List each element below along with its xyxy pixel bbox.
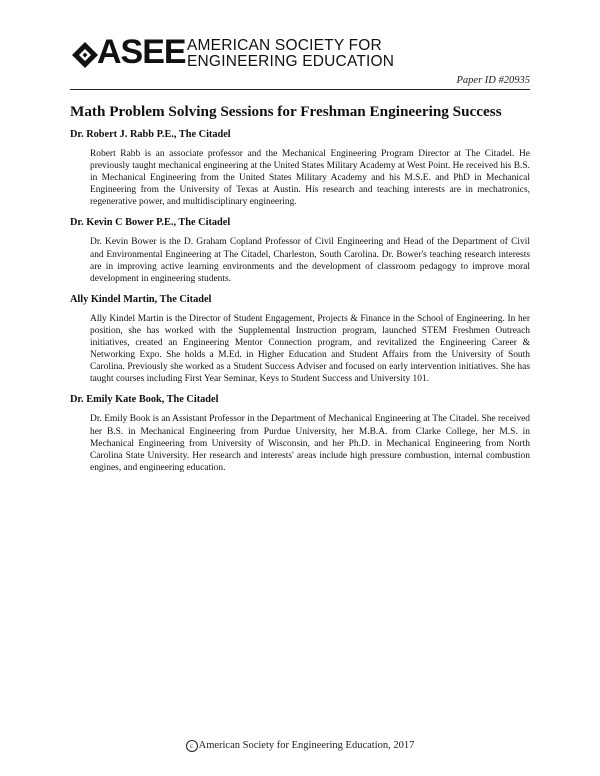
author-name: Dr. Robert J. Rabb P.E., The Citadel [70, 129, 231, 140]
logo-wordmark: ASEE [97, 33, 186, 71]
asee-logo-mark-icon [70, 40, 100, 70]
author-list [70, 129, 530, 483]
author-bio: Dr. Emily Book is an Assistant Professor in the Department of Mechanical Engineering at The Citadel. She received her B.S. in Mechanical Engineering from Purdue University, her M.B.A. from Clarke College, her M.S. in Mechanical Engineering from University of Wisconsin, and her Ph.D. in Mechanical Engineering from North Carolina State University. Her research and interests' areas include high pressure combustion, internal combustion engines, and engineering education. [90, 414, 530, 473]
logo-organization-name [187, 38, 394, 70]
author-entry [70, 217, 530, 284]
author-entry [70, 294, 530, 386]
author-bio: Dr. Kevin Bower is the D. Graham Copland Professor of Civil Engineering and Head of the Department of Civil and Environmental Engineering at The Citadel, Charleston, South Carolina. Dr. Bower's teaching research interests are in improving active learning environments and the development of classroom pedagogy to improve moral development in engineering students. [90, 237, 530, 284]
logo-line-1: AMERICAN SOCIETY FOR [187, 37, 382, 54]
author-bio: Ally Kindel Martin is the Director of Student Engagement, Projects & Finance in the School of Engineering. In her position, she has worked with the Supplemental Instruction program, launched STEM Freshmen Outreach initiatives, created an Engineering Mentor Connection program, and revitalized the Engineering Career & Networking Expo. She holds a M.Ed. in Higher Education and Student Affairs from the University of South Carolina. Previously she worked as a Student Success Adviser and focused on early intervention initiatives. She has taught courses including First Year Seminar, Keys to Student Success and University 101. [90, 313, 530, 385]
author-entry [70, 394, 530, 473]
author-name: Dr. Kevin C Bower P.E., The Citadel [70, 217, 231, 229]
logo-line-2: ENGINEERING EDUCATION [187, 53, 395, 70]
footer-text: American Society for Engineering Education, 2017 [198, 740, 415, 751]
author-entry [70, 129, 530, 208]
author-name: Ally Kindel Martin, The Citadel [70, 293, 212, 305]
paper-title: Math Problem Solving Sessions for Freshman Engineering Success [70, 103, 502, 120]
paper-id: Paper ID #20935 [456, 75, 530, 86]
page-footer [0, 740, 600, 752]
author-name: Dr. Emily Kate Book, The Citadel [70, 394, 219, 406]
author-bio: Robert Rabb is an associate professor and the Mechanical Engineering Program Director at The Citadel. He previously taught mechanical engineering at the United States Military Academy at West Point. He received his B.S. in Mechanical Engineering from the United States Military Academy and his M.S.E. and PhD in Mechanical Engineering from the University of Texas at Austin. His research and teaching interests are in mechatronics, regenerative power, and multidisciplinary engineering. [90, 149, 530, 208]
header-divider [70, 89, 530, 90]
copyright-icon: c [186, 740, 198, 752]
asee-logo [70, 33, 490, 72]
